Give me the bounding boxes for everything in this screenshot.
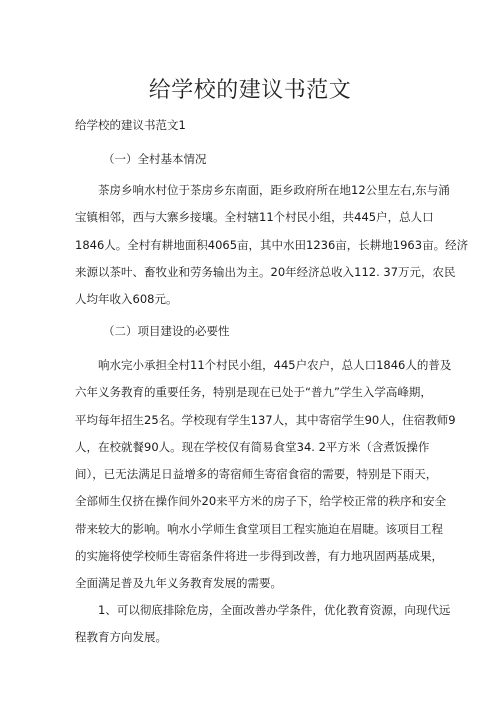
paragraph-line: 响水完小承担全村11个村民小组，445户农户，总人口1846人的普及 <box>98 358 452 372</box>
paragraph-line: 程教育方向发展。 <box>75 630 167 645</box>
section-heading-village-overview: （一）全村基本情况 <box>103 152 207 166</box>
paragraph-line: 人，在校就餐90人。现在学校仅有简易食堂34. 2平方米（含煮饭操作 <box>75 439 430 454</box>
paragraph-line: 来源以茶叶、畜牧业和劳务输出为主。20年经济总收入112. 37万元，农民 <box>75 264 456 279</box>
paragraph-line: 1846人。全村有耕地面积4065亩，其中水田1236亩，长耕地1963亩。经济 <box>75 237 469 252</box>
paragraph-line: 平均每年招生25名。学校现有学生137人，其中寄宿学生90人，住宿教师9 <box>75 412 456 427</box>
paragraph-line: 1、可以彻底排除危房，全面改善办学条件，优化教育资源，向现代远 <box>98 603 451 617</box>
paragraph-line: 间），已无法满足日益增多的寄宿师生寄宿食宿的需要，特别是下雨天， <box>75 467 438 482</box>
paragraph-line: 宝镇相邻，西与大寨乡接壤。全村辖11个村民小组，共445户，总人口 <box>75 210 434 225</box>
paragraph-line: 茶房乡响水村位于茶房乡东南面，距乡政府所在地12公里左右,东与涌 <box>98 183 450 197</box>
paragraph-point-1 <box>75 597 451 652</box>
paragraph-village-overview <box>75 177 469 313</box>
paragraph-line: 人均年收入608元。 <box>75 292 178 307</box>
paragraph-line: 的实施将使学校师生寄宿条件将进一步得到改善，有力地巩固两基成果， <box>75 549 443 564</box>
section-heading-project-necessity: （二）项目建设的必要性 <box>103 324 230 338</box>
document-title: 给学校的建议书范文 <box>148 78 352 103</box>
document-subtitle: 给学校的建议书范文1 <box>75 118 186 132</box>
paragraph-line: 带来较大的影响。响水小学师生食堂项目工程实施迫在眉睫。该项目工程 <box>75 521 443 536</box>
paragraph-line: 六年义务教育的重要任务，特别是现在已处于“普九”学生入学高峰期， <box>75 385 432 400</box>
paragraph-line: 全部师生仅挤在操作间外20来平方米的房子下，给学校正常的秩序和安全 <box>75 494 447 509</box>
paragraph-line: 全面满足普及九年义务教育发展的需要。 <box>75 576 282 591</box>
paragraph-project-necessity <box>75 352 456 598</box>
